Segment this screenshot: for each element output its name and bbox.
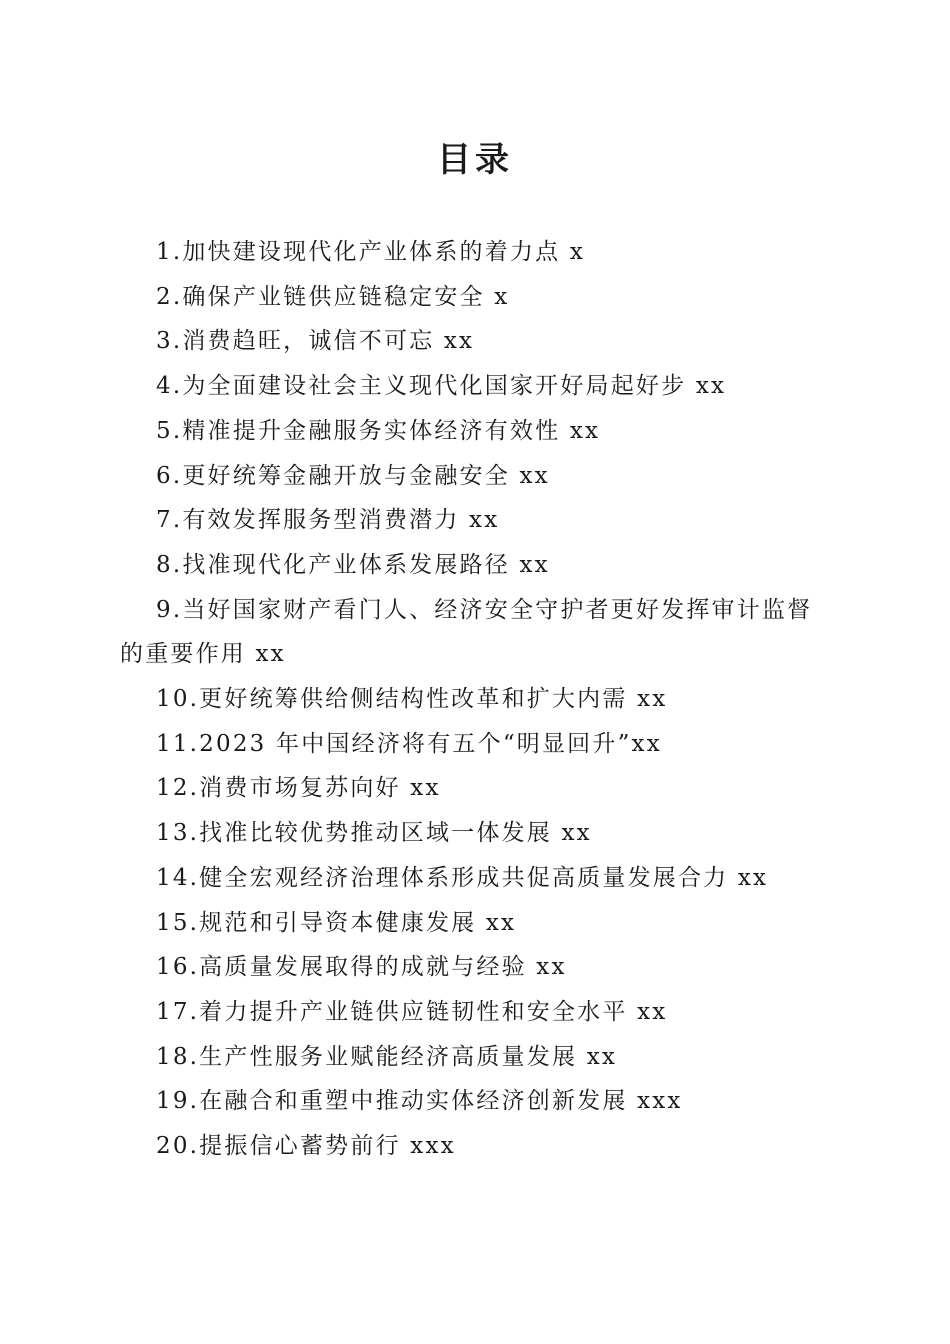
toc-item-14: 14.健全宏观经济治理体系形成共促高质量发展合力 xx: [156, 864, 769, 891]
page-title: 目录: [437, 140, 513, 180]
toc-item-19: 19.在融合和重塑中推动实体经济创新发展 xxx: [156, 1088, 683, 1115]
toc-item-13: 13.找准比较优势推动区域一体发展 xx: [156, 820, 592, 847]
toc-item-3: 3.消费趋旺，诚信不可忘 xx: [156, 328, 475, 355]
toc-item-18: 18.生产性服务业赋能经济高质量发展 xx: [156, 1043, 618, 1070]
toc-item-6: 6.更好统筹金融开放与金融安全 xx: [156, 462, 550, 489]
toc-item-15: 15.规范和引导资本健康发展 xx: [156, 909, 517, 936]
toc-item-16: 16.高质量发展取得的成就与经验 xx: [156, 954, 567, 981]
toc-item-4: 4.为全面建设社会主义现代化国家开好局起好步 xx: [156, 373, 727, 400]
table-of-contents: [120, 230, 830, 1169]
toc-item-20: 20.提振信心蓄势前行 xxx: [156, 1133, 456, 1160]
toc-item-1: 1.加快建设现代化产业体系的着力点 x: [156, 239, 586, 265]
toc-item-9: 9.当好国家财产看门人、经济安全守护者更好发挥审计监督的重要作用 xx: [120, 596, 813, 668]
toc-item-10: 10.更好统筹供给侧结构性改革和扩大内需 xx: [156, 686, 668, 713]
toc-item-17: 17.着力提升产业链供应链韧性和安全水平 xx: [156, 998, 668, 1025]
toc-item-7: 7.有效发挥服务型消费潜力 xx: [156, 507, 500, 534]
toc-item-12: 12.消费市场复苏向好 xx: [156, 775, 441, 802]
toc-item-8: 8.找准现代化产业体系发展路径 xx: [156, 551, 550, 578]
toc-item-11: 11.2023 年中国经济将有五个“明显回升”xx: [156, 730, 662, 757]
toc-item-5: 5.精准提升金融服务实体经济有效性 xx: [156, 417, 601, 444]
toc-item-2: 2.确保产业链供应链稳定安全 x: [156, 283, 510, 310]
